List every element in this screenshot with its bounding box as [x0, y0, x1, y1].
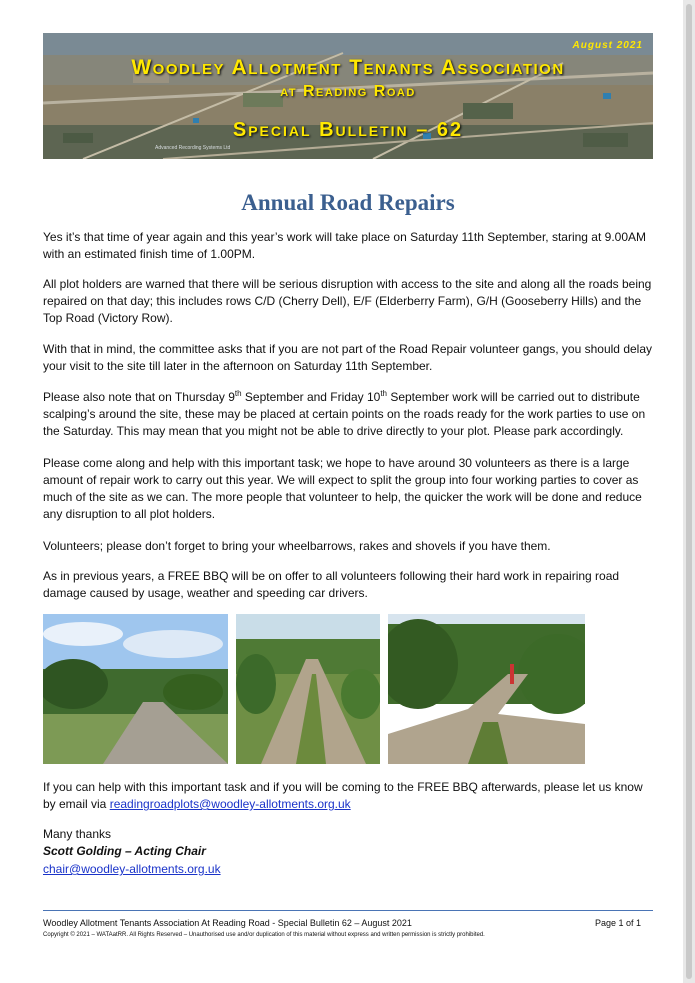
footer-title: Woodley Allotment Tenants Association At Reading Road - Special Bulletin 62 – August 2021 — [43, 918, 412, 928]
bulletin-number: Special Bulletin – 62 — [232, 119, 464, 141]
contact-email-link[interactable]: readingroadplots@woodley-allotments.org.uk — [109, 797, 351, 811]
paragraph-tools: Volunteers; please don’t forget to bring your wheelbarrows, rakes and shovels if you have them. — [43, 539, 551, 553]
vertical-scrollbar[interactable] — [683, 0, 695, 983]
signature-name: Scott Golding – Acting Chair — [43, 844, 206, 858]
banner-subtitle: at Reading Road — [280, 83, 416, 100]
ordinal-suffix: th — [234, 389, 242, 398]
page-number: Page 1 of 1 — [594, 918, 641, 928]
article-headline: Annual Road Repairs — [241, 190, 455, 215]
chair-email-link[interactable]: chair@woodley-allotments.org.uk — [43, 862, 221, 876]
banner-title: Woodley Allotment Tenants Association — [131, 56, 565, 79]
scrollbar-thumb[interactable] — [686, 4, 692, 979]
paragraph-bbq: As in previous years, a FREE BBQ will be on offer to all volunteers following their hard work in repairing road damage caused by usage, weather and speeding car drivers. — [43, 569, 620, 600]
text-fragment: September and Friday 10 — [241, 390, 381, 404]
image-credit: Advanced Recording Systems Ltd — [155, 145, 231, 151]
paragraph-contact — [43, 779, 655, 813]
paragraph-volunteers-call: Please come along and help with this important task; we hope to have around 30 volunteers as there is a large amount of repair work to carry out this year. We will expect to split the group into four working parties to cover as much of the site as we can. The more people that volunteer to help, the quicker the work will be done and reduce any disruption to all plot holders. — [43, 456, 642, 521]
paragraph-scalpings — [43, 389, 655, 440]
paragraph-disruption: All plot holders are warned that there will be serious disruption with access to the site and along all the roads being repaired on that day; this includes rows C/D (Cherry Dell), E/F (Elderberry Farm), G/H (Gooseberry Hills) and the Top Road (Victory Row). — [43, 277, 652, 325]
footer-divider — [43, 910, 653, 911]
ordinal-suffix: th — [380, 389, 387, 398]
bulletin-banner — [43, 33, 653, 159]
paragraph-date-time: Yes it’s that time of year again and this year’s work will take place on Saturday 11th September, staring at 9.00AM with an estimated finish time of 1.00PM. — [43, 230, 646, 261]
text-fragment: Please also note that on Thursday 9 — [43, 390, 235, 404]
road-photo-3 — [388, 614, 585, 764]
road-photo-1 — [43, 614, 228, 764]
copyright-notice: Copyright © 2021 – WATAatRR. All Rights Reserved – Unauthorised use and/or duplication of this material without express and written permission is strictly prohibited. — [43, 932, 485, 938]
text-fragment: September work will be carried out to distribute scalping’s around the site, these may be placed at certain points on the roads ready for the work parties to use on the Saturday. This may mean that you might not be able to drive directly to your plot. Please park accordingly. — [43, 390, 646, 438]
text-fragment: If you can help with this important task and if you will be coming to the FREE BBQ afterwards, please let us know by email via — [43, 780, 643, 811]
road-photo-2 — [236, 614, 380, 764]
bulletin-date: August 2021 — [572, 40, 643, 51]
signoff: Many thanks — [43, 827, 112, 841]
paragraph-delay-visit: With that in mind, the committee asks that if you are not part of the Road Repair volunteer gangs, you should delay your visit to the site till later in the afternoon on Saturday 11th September. — [43, 342, 652, 373]
signature-email-line — [43, 861, 655, 878]
